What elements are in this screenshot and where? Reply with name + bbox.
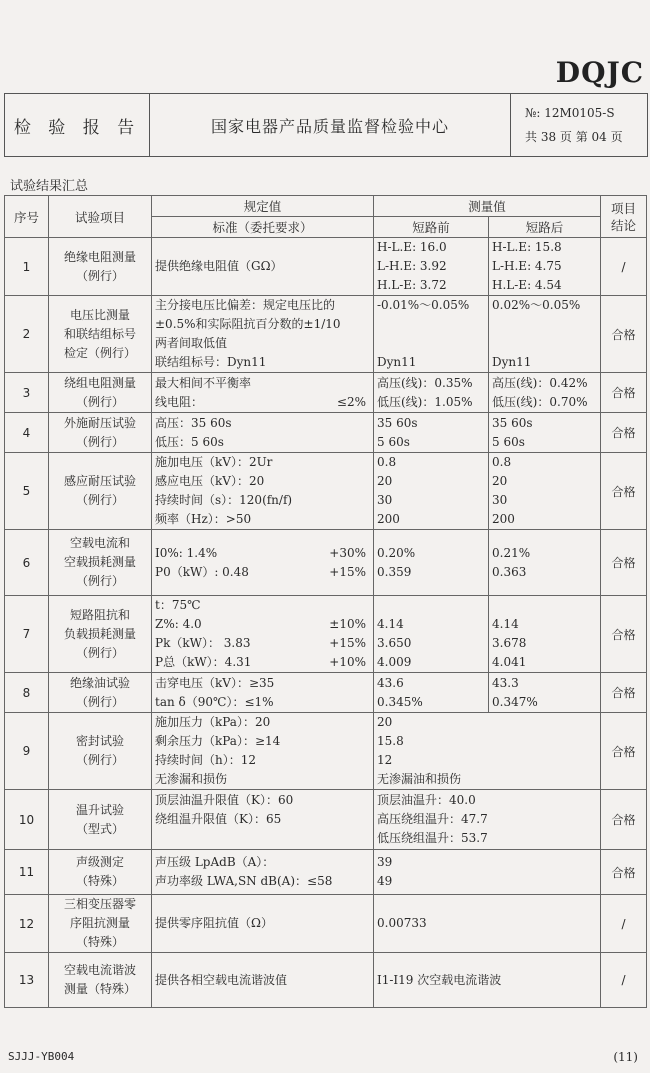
standard-tolerance — [366, 296, 370, 315]
measured-before-line: 低压(线)：1.05% — [377, 394, 473, 409]
test-item-line: 密封试验 — [75, 734, 124, 748]
standard-text: 高压：35 60s — [155, 415, 232, 430]
standard-text: 提供各相空载电流谐波值 — [155, 972, 288, 987]
test-item — [49, 373, 152, 413]
standard-tolerance — [366, 453, 370, 472]
row-number: 9 — [5, 713, 49, 790]
conclusion-value: / — [601, 953, 647, 1008]
standard-line — [155, 433, 370, 452]
conclusion-value: 合格 — [601, 453, 647, 530]
conclusion-value: 合格 — [601, 413, 647, 453]
standard-line — [155, 334, 370, 353]
conclusion-value: 合格 — [601, 850, 647, 895]
measured-before — [374, 453, 489, 530]
measured-before-line — [377, 596, 485, 615]
standard-tolerance — [366, 238, 370, 257]
standard-text: tan δ（90℃）：≤1% — [155, 694, 274, 709]
measured-before-line: L-H.E: 3.92 — [377, 259, 447, 273]
test-item-line: 检定（例行） — [63, 345, 136, 360]
test-item-line: （例行） — [75, 394, 124, 409]
standard-line — [155, 829, 370, 848]
measured-after-line: 35 60s — [492, 415, 533, 430]
test-item-line: （例行） — [75, 753, 124, 767]
standard-tolerance — [366, 713, 370, 732]
test-item-line: 负载损耗测量 — [63, 626, 136, 641]
report-number: №: 12M0105-S — [525, 106, 615, 120]
header-spec: 规定值 — [152, 196, 374, 217]
measured-after-line: 4.041 — [492, 655, 527, 669]
standard-text: 最大相间不平衡率 — [155, 375, 252, 390]
standard-tolerance: +10% — [329, 655, 366, 669]
standard-tolerance: +15% — [329, 636, 366, 650]
test-item — [49, 673, 152, 713]
standard-text: 击穿电压（kV）：≥35 — [155, 675, 275, 690]
standard-line — [155, 770, 370, 789]
table-row — [5, 453, 647, 530]
measured-after-line: L-H.E: 4.75 — [492, 259, 562, 273]
measured-before — [374, 673, 489, 713]
measured-after-line: 30 — [492, 493, 508, 507]
standard-tolerance: +30% — [329, 545, 366, 560]
page-count: 共 38 页 第 04 页 — [525, 130, 623, 144]
conclusion-value: 合格 — [601, 296, 647, 373]
standard-line — [155, 315, 370, 334]
test-item-line: 绝缘油试验 — [69, 675, 130, 690]
measured-after — [489, 296, 601, 373]
table-row — [5, 850, 647, 895]
measured-after-line: 高压(线)：0.42% — [492, 375, 588, 390]
standard-text: Pk（kW）： 3.83 — [155, 636, 251, 650]
measured-before-line: 0.8 — [377, 455, 397, 469]
measured-after-line: 20 — [492, 474, 508, 488]
header-after: 短路后 — [489, 217, 601, 238]
test-item-line: 绕组电阻测量 — [63, 375, 136, 390]
measured-value-line: 20 — [377, 715, 393, 729]
standard-line — [155, 732, 370, 751]
standard-value — [152, 373, 374, 413]
table-row — [5, 296, 647, 373]
test-item-line: （例行） — [75, 268, 124, 283]
measured-before — [374, 530, 489, 596]
test-item — [49, 238, 152, 296]
table-row — [5, 895, 647, 953]
measured-before-line: 4.14 — [377, 617, 404, 631]
standard-tolerance — [366, 510, 370, 529]
measured-after-line — [492, 596, 597, 615]
measured-after-line: H.L-E: 4.54 — [492, 278, 562, 292]
measured-after-line: 5 60s — [492, 434, 525, 449]
standard-line — [155, 971, 370, 990]
standard-line — [155, 634, 370, 653]
test-item-line: 序阻抗测量 — [69, 916, 130, 930]
table-row — [5, 413, 647, 453]
results-body — [5, 238, 647, 1008]
standard-line — [155, 257, 370, 276]
measured-value-line: 低压绕组温升：53.7 — [377, 831, 488, 845]
measured-after-line — [492, 315, 597, 334]
standard-tolerance — [366, 414, 370, 433]
standard-text: 提供零序阻抗值（Ω） — [155, 916, 273, 930]
test-item-line: 和联结组标号 — [63, 326, 136, 341]
standard-line — [155, 791, 370, 810]
standard-text: 频率（Hz）：>50 — [155, 512, 252, 526]
measured-before-line: 200 — [377, 512, 400, 526]
standard-tolerance — [366, 674, 370, 693]
standard-line — [155, 563, 370, 582]
measured-value-line: 无渗漏油和损伤 — [377, 772, 462, 786]
measured-after-line: 低压(线)：0.70% — [492, 394, 588, 409]
measured-before-line: -0.01%～0.05% — [377, 298, 470, 312]
measured-before-line — [377, 315, 485, 334]
standard-text: t：75℃ — [155, 598, 201, 612]
conclusion-value: 合格 — [601, 790, 647, 850]
test-item-line: 短路阻抗和 — [69, 607, 130, 622]
measured-before — [374, 596, 489, 673]
test-item-line: （例行） — [75, 434, 124, 449]
table-row — [5, 238, 647, 296]
standard-tolerance — [366, 433, 370, 452]
section-title: 试验结果汇总 — [10, 179, 89, 194]
measured-before — [374, 413, 489, 453]
standard-text: 持续时间（s）：120(fn/f) — [155, 493, 293, 507]
standard-line — [155, 453, 370, 472]
form-code: SJJJ-YB004 — [8, 1050, 75, 1063]
standard-text: 低压：5 60s — [155, 434, 224, 449]
report-meta — [511, 94, 647, 156]
table-row — [5, 673, 647, 713]
report-title: 检 验 报 告 — [5, 94, 150, 156]
standard-text: 提供绝缘电阻值（GΩ） — [155, 259, 283, 273]
conclusion-value: 合格 — [601, 373, 647, 413]
test-item-line: （特殊） — [75, 935, 124, 949]
measured-after-line: 0.363 — [492, 564, 527, 579]
standard-line — [155, 810, 370, 829]
standard-line — [155, 276, 370, 295]
measured-value — [374, 790, 601, 850]
standard-text: 两者间取低值 — [155, 336, 228, 350]
measured-value-line: 顶层油温升：40.0 — [377, 793, 476, 807]
test-item — [49, 713, 152, 790]
standard-text: 施加电压（kV）：2Ur — [155, 455, 273, 469]
measured-value-line: 12 — [377, 753, 393, 767]
measured-before-line: 5 60s — [377, 434, 410, 449]
measured-after-line: H-L.E: 15.8 — [492, 240, 562, 254]
measured-before-line: 0.345% — [377, 694, 423, 709]
test-item-line: 声级测定 — [75, 855, 124, 869]
test-item-line: 外施耐压试验 — [63, 415, 136, 430]
table-row — [5, 713, 647, 790]
standard-line — [155, 414, 370, 433]
test-item-line: （例行） — [75, 493, 124, 507]
conclusion-value: 合格 — [601, 713, 647, 790]
measured-before-line: 4.009 — [377, 655, 412, 669]
header-conclusion: 项目结论 — [601, 196, 647, 238]
standard-tolerance — [366, 770, 370, 789]
standard-value — [152, 453, 374, 530]
standard-text: 持续时间（h）：12 — [155, 753, 256, 767]
standard-tolerance — [366, 374, 370, 393]
measured-after-line: Dyn11 — [492, 355, 532, 369]
test-item-line: （型式） — [75, 821, 124, 836]
conclusion-value: 合格 — [601, 673, 647, 713]
header-item: 试验项目 — [49, 196, 152, 238]
table-row — [5, 953, 647, 1008]
measured-before-line — [377, 334, 485, 353]
standard-line — [155, 393, 370, 412]
header-spec-sub: 标准（委托要求） — [152, 217, 374, 238]
standard-tolerance — [366, 829, 370, 848]
test-item-line: （例行） — [75, 694, 124, 709]
standard-tolerance — [366, 276, 370, 295]
measured-after-line: 4.14 — [492, 617, 519, 631]
test-item — [49, 296, 152, 373]
header-before: 短路前 — [374, 217, 489, 238]
standard-tolerance — [366, 872, 370, 891]
measured-after-line: 0.347% — [492, 694, 538, 709]
standard-value — [152, 790, 374, 850]
standard-text: Z%: 4.0 — [155, 617, 202, 631]
test-item — [49, 895, 152, 953]
table-row — [5, 373, 647, 413]
measured-value — [374, 713, 601, 790]
standard-tolerance: ±10% — [329, 617, 366, 631]
row-number: 6 — [5, 530, 49, 596]
standard-tolerance — [366, 693, 370, 712]
measured-value-line: 0.00733 — [377, 916, 427, 930]
header-no: 序号 — [5, 196, 49, 238]
standard-tolerance — [366, 971, 370, 990]
standard-value — [152, 596, 374, 673]
row-number: 5 — [5, 453, 49, 530]
standard-tolerance — [366, 751, 370, 770]
measured-before-line: 30 — [377, 493, 393, 507]
measured-before-line: 高压(线)：0.35% — [377, 375, 473, 390]
standard-text: 主分接电压比偏差：规定电压比的 — [155, 298, 336, 312]
test-item-line: 绝缘电阻测量 — [63, 249, 136, 264]
standard-text: I0%: 1.4% — [155, 545, 218, 560]
conclusion-value: 合格 — [601, 530, 647, 596]
measured-value — [374, 895, 601, 953]
measured-before — [374, 373, 489, 413]
standard-value — [152, 953, 374, 1008]
standard-text: 感应电压（kV）：20 — [155, 474, 265, 488]
results-table — [4, 195, 647, 1008]
standard-line — [155, 353, 370, 372]
test-item-line: 电压比测量 — [69, 307, 130, 322]
standard-line — [155, 374, 370, 393]
row-number: 1 — [5, 238, 49, 296]
standard-value — [152, 850, 374, 895]
standard-value — [152, 895, 374, 953]
standard-text: 施加压力（kPa）：20 — [155, 715, 271, 729]
standard-tolerance — [366, 914, 370, 933]
standard-line — [155, 238, 370, 257]
measured-before-line: 20 — [377, 474, 393, 488]
standard-line — [155, 472, 370, 491]
measured-after-line: 200 — [492, 512, 515, 526]
test-item — [49, 790, 152, 850]
table-row — [5, 530, 647, 596]
measured-before-line: H.L-E: 3.72 — [377, 278, 447, 292]
measured-after-line: 3.678 — [492, 636, 527, 650]
standard-text: P0（kW）: 0.48 — [155, 564, 249, 579]
test-item — [49, 453, 152, 530]
row-number: 7 — [5, 596, 49, 673]
standard-line — [155, 544, 370, 563]
measured-before-line: 35 60s — [377, 415, 418, 430]
standard-text: P总（kW）：4.31 — [155, 655, 252, 669]
test-item-line: （例行） — [75, 574, 124, 588]
standard-value — [152, 713, 374, 790]
standard-line — [155, 674, 370, 693]
standard-line — [155, 853, 370, 872]
measured-value-line: 49 — [377, 874, 393, 888]
row-number: 13 — [5, 953, 49, 1008]
measured-value — [374, 953, 601, 1008]
standard-line — [155, 653, 370, 672]
standard-tolerance — [366, 353, 370, 372]
measured-after — [489, 453, 601, 530]
standard-text: 剩余压力（kPa）：≥14 — [155, 734, 281, 748]
test-item — [49, 953, 152, 1008]
standard-text: 顶层油温升限值（K）：60 — [155, 793, 294, 807]
standard-text: 联结组标号：Dyn11 — [155, 355, 267, 369]
standard-tolerance — [366, 810, 370, 829]
standard-text: ±0.5%和实际阻抗百分数的±1/10 — [155, 317, 341, 331]
test-item-line: （例行） — [75, 645, 124, 660]
test-item-line: 感应耐压试验 — [63, 474, 136, 488]
standard-line — [155, 872, 370, 891]
standard-value — [152, 673, 374, 713]
measured-after — [489, 596, 601, 673]
standard-line — [155, 615, 370, 634]
standard-line — [155, 296, 370, 315]
row-number: 12 — [5, 895, 49, 953]
measured-before — [374, 296, 489, 373]
row-number: 4 — [5, 413, 49, 453]
test-item-line: 测量（特殊） — [63, 982, 136, 996]
test-item-line: 三相变压器零 — [63, 897, 136, 911]
standard-tolerance — [366, 596, 370, 615]
test-item — [49, 596, 152, 673]
measured-after — [489, 530, 601, 596]
conclusion-value: / — [601, 895, 647, 953]
standard-tolerance — [366, 257, 370, 276]
measured-before-line: H-L.E: 16.0 — [377, 240, 447, 254]
test-item — [49, 530, 152, 596]
standard-line — [155, 914, 370, 933]
standard-line — [155, 596, 370, 615]
standard-tolerance — [366, 334, 370, 353]
conclusion-value: 合格 — [601, 596, 647, 673]
standard-value — [152, 296, 374, 373]
brand-logo: DQJC — [555, 56, 644, 89]
table-row — [5, 596, 647, 673]
measured-after — [489, 413, 601, 453]
report-header — [4, 93, 648, 157]
standard-tolerance — [366, 853, 370, 872]
row-number: 11 — [5, 850, 49, 895]
standard-tolerance — [366, 472, 370, 491]
measured-value-line: 39 — [377, 855, 393, 869]
measured-before — [374, 238, 489, 296]
measured-before-line: 3.650 — [377, 636, 412, 650]
standard-value — [152, 413, 374, 453]
measured-value — [374, 850, 601, 895]
test-item-line: 空载电流和 — [69, 536, 130, 550]
measured-after-line: 0.21% — [492, 545, 531, 560]
row-number: 2 — [5, 296, 49, 373]
standard-text: 声压级 LpAdB（A）： — [155, 855, 275, 869]
test-item-line: 空载损耗测量 — [63, 555, 136, 569]
conclusion-value: / — [601, 238, 647, 296]
measured-before-line: Dyn11 — [377, 355, 417, 369]
measured-before-line: 43.6 — [377, 675, 404, 690]
measured-after-line — [492, 334, 597, 353]
standard-tolerance — [366, 315, 370, 334]
standard-line — [155, 751, 370, 770]
measured-before-line: 0.359 — [377, 564, 412, 579]
standard-tolerance — [366, 791, 370, 810]
test-item-line: 温升试验 — [75, 802, 124, 817]
standard-text: 声功率级 LWA,SN dB(A)：≤58 — [155, 874, 333, 888]
standard-tolerance: ≤2% — [336, 394, 366, 409]
standard-text: 无渗漏和损伤 — [155, 772, 228, 786]
header-measured: 测量值 — [374, 196, 601, 217]
measured-after-line: 43.3 — [492, 675, 519, 690]
standard-value — [152, 530, 374, 596]
measured-after-line: 0.02%～0.05% — [492, 298, 581, 312]
test-item-line: 空载电流谐波 — [63, 963, 136, 977]
row-number: 3 — [5, 373, 49, 413]
measured-after — [489, 373, 601, 413]
standard-text: 绕组温升限值（K）：65 — [155, 812, 282, 826]
test-item-line: （特殊） — [75, 874, 124, 888]
measured-after — [489, 238, 601, 296]
measured-value-line: 15.8 — [377, 734, 404, 748]
page-number: (11) — [613, 1050, 638, 1064]
standard-tolerance — [366, 732, 370, 751]
measured-value-line: I1-I19 次空载电流谐波 — [377, 972, 502, 987]
test-item — [49, 850, 152, 895]
standard-tolerance — [366, 491, 370, 510]
row-number: 8 — [5, 673, 49, 713]
measured-after-line: 0.8 — [492, 455, 512, 469]
measured-after — [489, 673, 601, 713]
table-row — [5, 790, 647, 850]
issuer-name: 国家电器产品质量监督检验中心 — [150, 94, 511, 156]
standard-text: 线电阻： — [155, 394, 204, 409]
measured-value-line: 高压绕组温升：47.7 — [377, 812, 488, 826]
row-number: 10 — [5, 790, 49, 850]
standard-line — [155, 693, 370, 712]
standard-line — [155, 491, 370, 510]
standard-value — [152, 238, 374, 296]
standard-line — [155, 510, 370, 529]
test-item — [49, 413, 152, 453]
measured-before-line: 0.20% — [377, 545, 416, 560]
standard-line — [155, 713, 370, 732]
standard-tolerance: +15% — [329, 564, 366, 579]
